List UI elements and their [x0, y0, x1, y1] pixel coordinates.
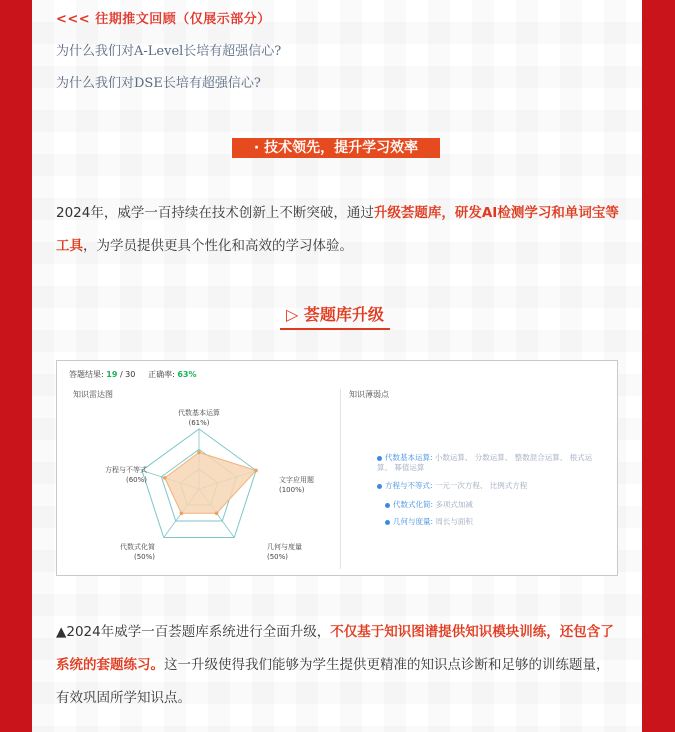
bullet-icon: [377, 484, 382, 489]
radar-point: [254, 469, 258, 473]
result-label: 答题结果:: [69, 370, 104, 379]
radar-value-label: (100%): [279, 486, 305, 494]
summary-text: ▲2024年威学一百荟题库系统进行全面升级，: [56, 624, 331, 640]
score-total: / 30: [119, 370, 136, 379]
intro-paragraph: [56, 197, 622, 263]
section-badge: · 技术领先，提升学习效率: [232, 138, 440, 158]
summary-paragraph: [56, 616, 622, 715]
weak-point-item: 代数基本运算: 小数运算、 分数运算、 整数混合运算、 根式运算、 幂值运算: [377, 453, 593, 472]
bullet-icon: [385, 520, 390, 525]
weak-point-item: 方程与不等式: 一元一次方程、 比例式方程: [377, 481, 607, 491]
weak-point-item: 代数式化简: 多项式加减: [385, 500, 605, 510]
weak-title: 知识薄弱点: [349, 390, 389, 399]
past-articles-heading: <<< 往期推文回顾（仅展示部分）: [56, 12, 271, 27]
radar-chart: [57, 387, 337, 572]
radar-label: 文字应用题: [279, 476, 314, 484]
radar-value-label: (60%): [125, 476, 147, 484]
article-sheet: [32, 0, 642, 732]
radar-label: 代数式化简: [120, 543, 155, 551]
bullet-icon: [385, 503, 390, 508]
radar-value-label: (50%): [267, 553, 289, 561]
section-title: ▷ 荟题库升级: [280, 302, 390, 330]
panel-divider: [340, 389, 341, 569]
radar-point: [197, 451, 201, 455]
intro-text: 2024年，威学一百持续在技术创新上不断突破，通过: [56, 205, 374, 221]
past-article-link[interactable]: 为什么我们对A-Level长培有超强信心?: [56, 44, 282, 59]
summary-text-end: 这一升级使得我们能够为学生提供更精准的知识点诊断和足够的训练题量，有效巩固所学知识点。: [56, 657, 610, 706]
quiz-result-screenshot: [56, 360, 618, 576]
radar-value-label: (50%): [133, 553, 155, 561]
intro-highlight: 升级荟题库，研发AI检测学习和单词宝等工具: [56, 205, 619, 254]
radar-point: [215, 511, 219, 515]
accuracy-label: 正确率:: [148, 370, 175, 379]
radar-point: [180, 511, 184, 515]
radar-title: 知识雷达图: [73, 390, 113, 399]
intro-text-end: ，为学员提供更具个性化和高效的学习体验。: [83, 238, 353, 254]
radar-label: 几何与度量: [267, 543, 302, 551]
accuracy-value: 63%: [177, 370, 197, 379]
radar-label: 代数基本运算: [178, 409, 220, 417]
score-value: 19: [106, 370, 118, 379]
radar-point: [163, 476, 167, 480]
radar-label: 方程与不等式: [105, 466, 147, 474]
summary-highlight: 不仅基于知识图谱提供知识模块训练，还包含了系统的套题练习。: [56, 624, 614, 673]
weak-point-item: 几何与度量: 周长与面积: [385, 517, 605, 527]
result-header: [69, 369, 196, 380]
bullet-icon: [377, 456, 382, 461]
radar-area: [165, 452, 256, 513]
radar-value-label: (61%): [188, 419, 210, 427]
past-article-link[interactable]: 为什么我们对DSE长培有超强信心?: [56, 76, 261, 91]
